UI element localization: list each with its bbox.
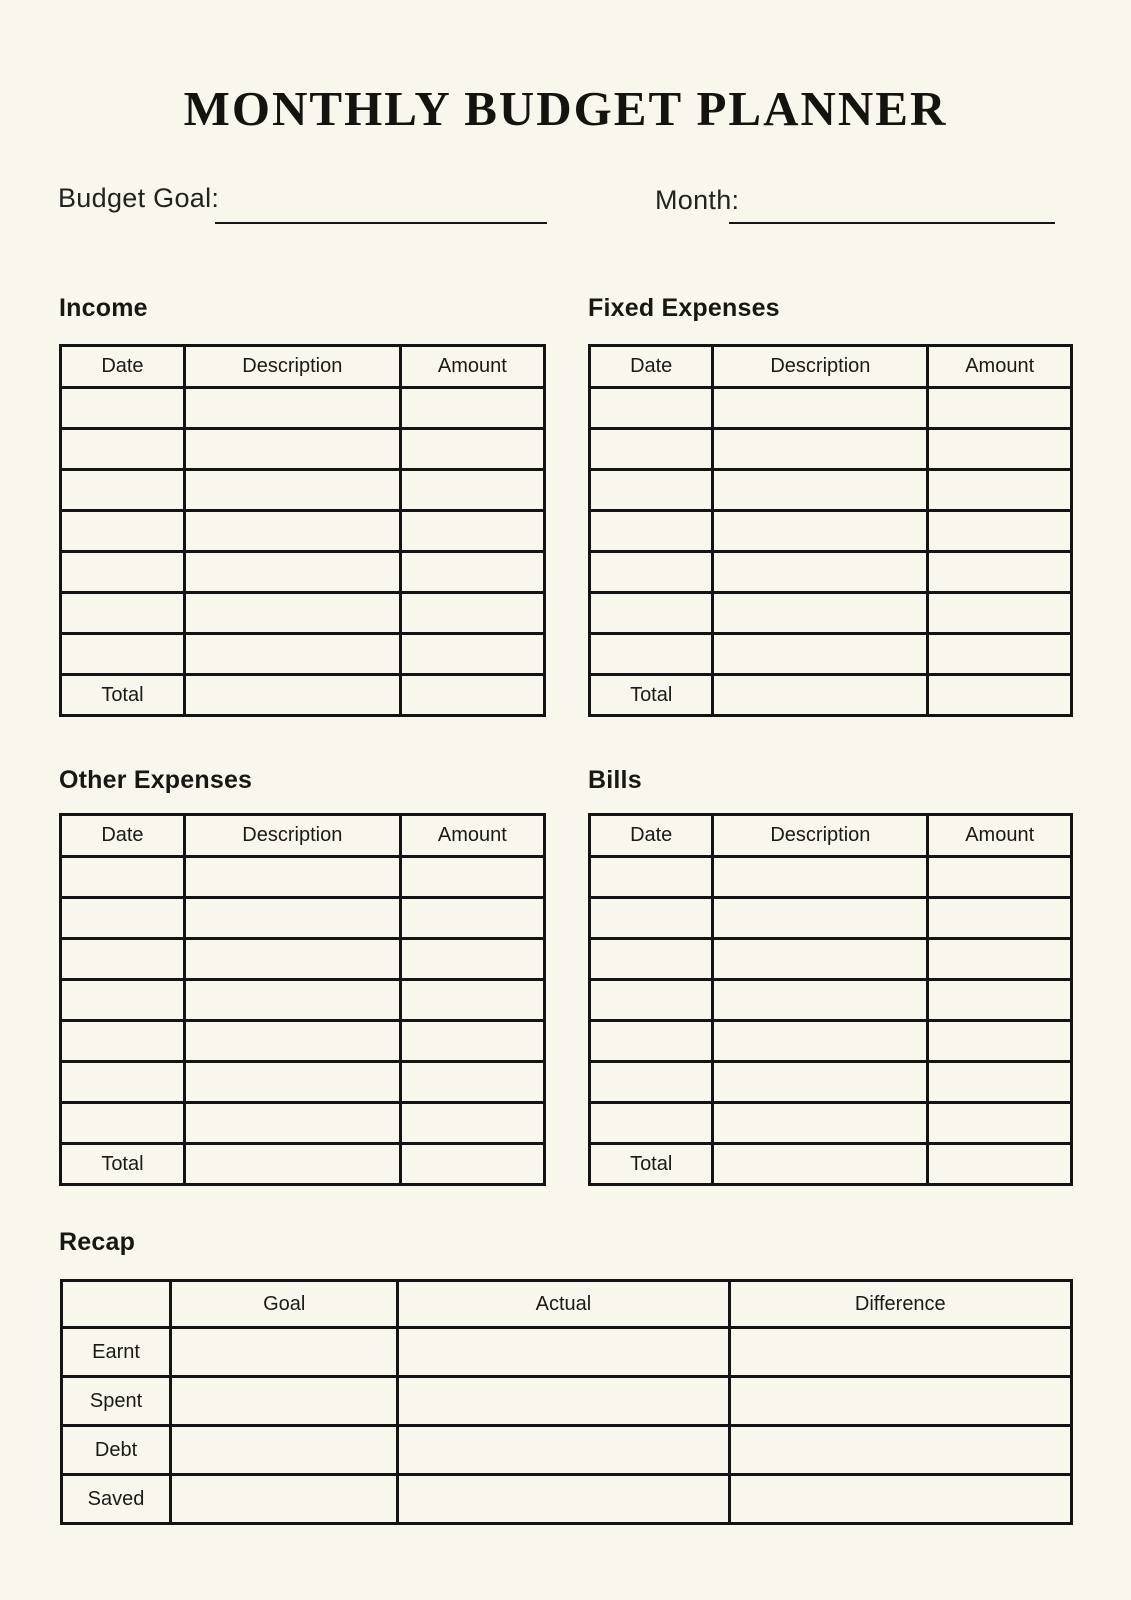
- empty-cell: [928, 1103, 1072, 1144]
- empty-cell: [61, 470, 185, 511]
- empty-cell: [928, 511, 1072, 552]
- other-expenses-heading: Other Expenses: [59, 766, 253, 794]
- empty-cell: [729, 1426, 1071, 1475]
- total-row: [590, 1144, 1072, 1185]
- empty-cell: [184, 939, 400, 980]
- month-line: [729, 222, 1055, 224]
- empty-cell: [928, 939, 1072, 980]
- empty-cell: [590, 634, 713, 675]
- empty-cell: [928, 593, 1072, 634]
- difference-column-header: Difference: [729, 1281, 1071, 1328]
- empty-cell: [400, 857, 544, 898]
- other-expenses-table: [59, 813, 546, 1186]
- header-row: [61, 815, 545, 857]
- empty-cell: [184, 1103, 400, 1144]
- empty-cell: [590, 552, 713, 593]
- date-column-header: Date: [61, 815, 185, 857]
- bills-table: [588, 813, 1073, 1186]
- empty-cell: [61, 511, 185, 552]
- empty-cell: [713, 1062, 928, 1103]
- empty-cell: [400, 388, 544, 429]
- recap-row-earnt: [62, 1328, 1072, 1377]
- empty-cell: [713, 388, 928, 429]
- recap-table: [60, 1279, 1073, 1525]
- earnt-row-label: Earnt: [62, 1328, 171, 1377]
- date-column-header: Date: [590, 815, 713, 857]
- empty-cell: [184, 980, 400, 1021]
- empty-cell: [713, 552, 928, 593]
- empty-cell: [184, 388, 400, 429]
- bills-heading: Bills: [588, 766, 642, 794]
- total-label: Total: [590, 1144, 713, 1185]
- empty-cell: [398, 1377, 729, 1426]
- empty-cell: [590, 898, 713, 939]
- table-row: [590, 552, 1072, 593]
- spent-row-label: Spent: [62, 1377, 171, 1426]
- empty-cell: [61, 593, 185, 634]
- empty-cell: [928, 898, 1072, 939]
- month-label: Month:: [655, 185, 740, 215]
- empty-cell: [590, 857, 713, 898]
- empty-cell: [184, 1144, 400, 1185]
- empty-cell: [171, 1426, 398, 1475]
- empty-cell: [729, 1328, 1071, 1377]
- date-column-header: Date: [590, 346, 713, 388]
- empty-cell: [184, 429, 400, 470]
- description-column-header: Description: [184, 815, 400, 857]
- empty-cell: [184, 1062, 400, 1103]
- empty-cell: [713, 857, 928, 898]
- header-row: [590, 815, 1072, 857]
- table-row: [61, 552, 545, 593]
- description-column-header: Description: [713, 346, 928, 388]
- description-column-header: Description: [184, 346, 400, 388]
- table-row: [590, 939, 1072, 980]
- budget-goal-line: [215, 222, 547, 224]
- total-row: [590, 675, 1072, 716]
- table-row: [590, 429, 1072, 470]
- empty-cell: [61, 552, 185, 593]
- empty-cell: [713, 1103, 928, 1144]
- fixed-expenses-table: [588, 344, 1073, 717]
- empty-cell: [400, 552, 544, 593]
- empty-cell: [400, 939, 544, 980]
- empty-cell: [171, 1328, 398, 1377]
- saved-row-label: Saved: [62, 1475, 171, 1524]
- table-row: [590, 980, 1072, 1021]
- empty-cell: [400, 470, 544, 511]
- empty-cell: [400, 593, 544, 634]
- table-row: [590, 511, 1072, 552]
- empty-cell: [61, 898, 185, 939]
- table-row: [61, 470, 545, 511]
- table-row: [61, 857, 545, 898]
- table-row: [61, 1103, 545, 1144]
- empty-cell: [713, 470, 928, 511]
- empty-cell: [713, 898, 928, 939]
- actual-column-header: Actual: [398, 1281, 729, 1328]
- empty-cell: [400, 1144, 544, 1185]
- empty-cell: [928, 429, 1072, 470]
- empty-cell: [184, 470, 400, 511]
- amount-column-header: Amount: [400, 346, 544, 388]
- empty-cell: [184, 1021, 400, 1062]
- table-row: [590, 593, 1072, 634]
- empty-cell: [713, 675, 928, 716]
- page-title: MONTHLY BUDGET PLANNER: [183, 81, 948, 136]
- empty-cell: [61, 1062, 185, 1103]
- empty-cell: [590, 511, 713, 552]
- budget-goal-label: Budget Goal:: [58, 183, 220, 213]
- table-row: [61, 511, 545, 552]
- total-label: Total: [61, 675, 185, 716]
- empty-cell: [928, 857, 1072, 898]
- table-row: [61, 593, 545, 634]
- empty-cell: [400, 511, 544, 552]
- empty-cell: [61, 634, 185, 675]
- empty-cell: [713, 511, 928, 552]
- empty-cell: [61, 939, 185, 980]
- amount-column-header: Amount: [928, 346, 1072, 388]
- empty-cell: [928, 675, 1072, 716]
- empty-cell: [400, 675, 544, 716]
- empty-cell: [398, 1328, 729, 1377]
- table-row: [61, 429, 545, 470]
- empty-cell: [400, 429, 544, 470]
- empty-cell: [590, 470, 713, 511]
- empty-cell: [61, 980, 185, 1021]
- total-row: [61, 1144, 545, 1185]
- income-heading: Income: [59, 294, 148, 322]
- empty-cell: [400, 1021, 544, 1062]
- empty-cell: [61, 857, 185, 898]
- empty-cell: [590, 429, 713, 470]
- empty-cell: [184, 675, 400, 716]
- total-label: Total: [590, 675, 713, 716]
- amount-column-header: Amount: [928, 815, 1072, 857]
- table-row: [590, 898, 1072, 939]
- description-column-header: Description: [713, 815, 928, 857]
- empty-cell: [590, 388, 713, 429]
- table-row: [61, 898, 545, 939]
- empty-cell: [713, 634, 928, 675]
- recap-row-spent: [62, 1377, 1072, 1426]
- empty-cell: [713, 980, 928, 1021]
- table-row: [61, 939, 545, 980]
- table-row: [590, 388, 1072, 429]
- empty-cell: [928, 1062, 1072, 1103]
- empty-cell: [398, 1426, 729, 1475]
- empty-cell: [61, 1021, 185, 1062]
- date-column-header: Date: [61, 346, 185, 388]
- empty-cell: [590, 980, 713, 1021]
- header-row: [61, 346, 545, 388]
- income-table: [59, 344, 546, 717]
- empty-cell: [400, 980, 544, 1021]
- goal-column-header: Goal: [171, 1281, 398, 1328]
- empty-cell: [713, 1144, 928, 1185]
- recap-corner-cell: [62, 1281, 171, 1328]
- header-row: [590, 346, 1072, 388]
- empty-cell: [590, 1062, 713, 1103]
- empty-cell: [713, 593, 928, 634]
- total-label: Total: [61, 1144, 185, 1185]
- recap-header-row: [62, 1281, 1072, 1328]
- empty-cell: [184, 634, 400, 675]
- recap-row-saved: [62, 1475, 1072, 1524]
- empty-cell: [400, 898, 544, 939]
- empty-cell: [400, 634, 544, 675]
- empty-cell: [729, 1377, 1071, 1426]
- empty-cell: [61, 1103, 185, 1144]
- empty-cell: [400, 1062, 544, 1103]
- empty-cell: [400, 1103, 544, 1144]
- empty-cell: [928, 1144, 1072, 1185]
- empty-cell: [184, 898, 400, 939]
- empty-cell: [590, 1103, 713, 1144]
- table-row: [590, 470, 1072, 511]
- empty-cell: [590, 593, 713, 634]
- empty-cell: [184, 511, 400, 552]
- table-row: [61, 634, 545, 675]
- table-row: [590, 1103, 1072, 1144]
- empty-cell: [713, 939, 928, 980]
- empty-cell: [928, 552, 1072, 593]
- empty-cell: [928, 388, 1072, 429]
- empty-cell: [928, 634, 1072, 675]
- empty-cell: [184, 552, 400, 593]
- empty-cell: [928, 980, 1072, 1021]
- empty-cell: [590, 1021, 713, 1062]
- table-row: [590, 634, 1072, 675]
- empty-cell: [184, 857, 400, 898]
- table-row: [590, 857, 1072, 898]
- total-row: [61, 675, 545, 716]
- recap-heading: Recap: [59, 1228, 136, 1256]
- table-row: [61, 388, 545, 429]
- debt-row-label: Debt: [62, 1426, 171, 1475]
- recap-row-debt: [62, 1426, 1072, 1475]
- empty-cell: [171, 1377, 398, 1426]
- table-row: [61, 980, 545, 1021]
- empty-cell: [184, 593, 400, 634]
- table-row: [590, 1021, 1072, 1062]
- empty-cell: [729, 1475, 1071, 1524]
- amount-column-header: Amount: [400, 815, 544, 857]
- table-row: [61, 1062, 545, 1103]
- empty-cell: [171, 1475, 398, 1524]
- empty-cell: [713, 1021, 928, 1062]
- empty-cell: [398, 1475, 729, 1524]
- empty-cell: [713, 429, 928, 470]
- fixed-expenses-heading: Fixed Expenses: [588, 294, 780, 322]
- empty-cell: [928, 470, 1072, 511]
- empty-cell: [590, 939, 713, 980]
- table-row: [61, 1021, 545, 1062]
- empty-cell: [928, 1021, 1072, 1062]
- empty-cell: [61, 429, 185, 470]
- table-row: [590, 1062, 1072, 1103]
- empty-cell: [61, 388, 185, 429]
